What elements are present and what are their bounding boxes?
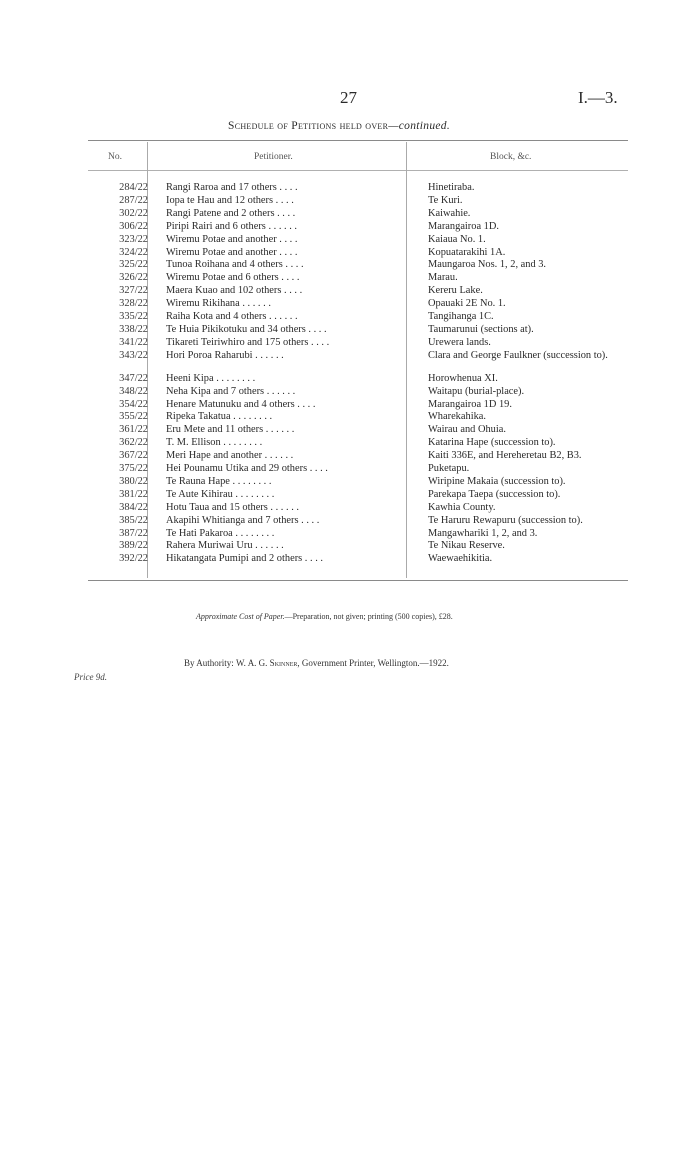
table-row: [88, 337, 628, 350]
block-cell: Kawhia County.: [428, 501, 496, 513]
table-row: [88, 350, 628, 363]
petitioner-cell: Henare Matunuku and 4 others . . . .: [166, 398, 316, 410]
page-reference: I.—3.: [578, 88, 618, 107]
table-row: [88, 463, 628, 476]
block-cell: Opauaki 2E No. 1.: [428, 298, 506, 310]
column-header-no: No.: [108, 152, 122, 162]
table-row: [88, 208, 628, 221]
petitioner-cell: Iopa te Hau and 12 others . . . .: [166, 194, 294, 206]
authority-prefix: By Authority:: [184, 658, 234, 668]
block-cell: Clara and George Faulkner (succession to).: [428, 349, 608, 361]
table-row: [88, 476, 628, 489]
petition-number-cell: 327/22: [119, 285, 148, 297]
petition-number-cell: 306/22: [119, 220, 148, 232]
petition-number-cell: 347/22: [119, 372, 148, 384]
table-bottom-rule: [88, 580, 628, 581]
petition-number-cell: 338/22: [119, 323, 148, 335]
block-cell: Kereru Lake.: [428, 285, 483, 297]
petitioner-cell: Maera Kuao and 102 others . . . .: [166, 285, 303, 297]
table-row: [88, 424, 628, 437]
petitioner-cell: Tikareti Teiriwhiro and 175 others . . . .: [166, 336, 330, 348]
petitioner-cell: Te Rauna Hape . . . . . . . .: [166, 475, 272, 487]
authority-line: [184, 658, 449, 668]
petition-number-cell: 385/22: [119, 514, 148, 526]
petitioner-cell: Neha Kipa and 7 others . . . . . .: [166, 385, 296, 397]
petition-number-cell: 326/22: [119, 272, 148, 284]
block-cell: Katarina Hape (succession to).: [428, 437, 556, 449]
petition-number-cell: 323/22: [119, 233, 148, 245]
block-cell: Mangawhariki 1, 2, and 3.: [428, 527, 538, 539]
authority-printer: W. A. G. Skinner: [236, 658, 298, 668]
table-row: [88, 247, 628, 260]
block-cell: Tangihanga 1C.: [428, 311, 494, 323]
petition-number-cell: 335/22: [119, 311, 148, 323]
petition-number-cell: 387/22: [119, 527, 148, 539]
petitioner-cell: Rangi Raroa and 17 others . . . .: [166, 182, 298, 193]
petition-number-cell: 348/22: [119, 385, 148, 397]
petition-number-cell: 355/22: [119, 411, 148, 423]
block-cell: Urewera lands.: [428, 336, 491, 348]
petition-number-cell: 284/22: [119, 182, 148, 193]
block-cell: Kaiaua No. 1.: [428, 233, 486, 245]
page-number: 27: [340, 88, 357, 107]
schedule-title-main: Schedule of Petitions held over: [228, 120, 389, 132]
block-cell: Maungaroa Nos. 1, 2, and 3.: [428, 259, 547, 271]
block-cell: Puketapu.: [428, 463, 470, 475]
petitioner-cell: Hotu Taua and 15 others . . . . . .: [166, 501, 299, 513]
petition-number-cell: 375/22: [119, 463, 148, 475]
block-cell: Horowhenua XI.: [428, 372, 498, 384]
block-cell: Wiripine Makaia (succession to).: [428, 475, 566, 487]
petitioner-cell: Ripeka Takatua . . . . . . . .: [166, 411, 273, 423]
petition-number-cell: 384/22: [119, 501, 148, 513]
block-cell: Wairau and Ohuia.: [428, 424, 506, 436]
table-row: [88, 502, 628, 515]
petitioner-cell: Piripi Rairi and 6 others . . . . . .: [166, 220, 298, 232]
block-cell: Te Nikau Reserve.: [428, 540, 505, 552]
cost-text: —Preparation, not given; printing (500 copies), £28.: [284, 612, 453, 621]
petitioner-cell: Heeni Kipa . . . . . . . .: [166, 372, 256, 384]
table-row: [88, 221, 628, 234]
petition-number-cell: 362/22: [119, 437, 148, 449]
table-row: [88, 311, 628, 324]
petitioner-cell: Meri Hape and another . . . . . .: [166, 450, 294, 462]
table-row: [88, 528, 628, 541]
petition-number-cell: 354/22: [119, 398, 148, 410]
block-cell: Te Haruru Rewapuru (succession to).: [428, 514, 583, 526]
petitioner-cell: Hei Pounamu Utika and 29 others . . . .: [166, 463, 328, 475]
petitioner-cell: Rahera Muriwai Uru . . . . . .: [166, 540, 284, 552]
petitioner-cell: Tunoa Roihana and 4 others . . . .: [166, 259, 304, 271]
block-cell: Waitapu (burial-place).: [428, 385, 525, 397]
petitioner-cell: Wiremu Rikihana . . . . . .: [166, 298, 271, 310]
block-cell: Kaiwahie.: [428, 207, 471, 219]
table-row: [88, 324, 628, 337]
table-row: [88, 399, 628, 412]
block-cell: Marau.: [428, 272, 458, 284]
block-cell: Marangairoa 1D 19.: [428, 398, 512, 410]
petition-number-cell: 302/22: [119, 207, 148, 219]
block-cell: Marangairoa 1D.: [428, 220, 499, 232]
column-header-block: Block, &c.: [490, 152, 532, 162]
petitioner-cell: Hori Poroa Raharubi . . . . . .: [166, 349, 284, 361]
petitioner-cell: Akapihi Whitianga and 7 others . . . .: [166, 514, 320, 526]
petitioner-cell: Rangi Patene and 2 others . . . .: [166, 207, 296, 219]
block-cell: Kaiti 336E, and Hereheretau B2, B3.: [428, 450, 582, 462]
column-header-petitioner: Petitioner.: [254, 152, 293, 162]
table-row: [88, 285, 628, 298]
petition-number-cell: 380/22: [119, 475, 148, 487]
petition-number-cell: 341/22: [119, 336, 148, 348]
cost-note: [196, 612, 453, 621]
table-row: [88, 234, 628, 247]
petition-number-cell: 343/22: [119, 349, 148, 361]
petitioner-cell: Raiha Kota and 4 others . . . . . .: [166, 311, 298, 323]
schedule-title: [228, 120, 450, 132]
block-cell: Taumarunui (sections at).: [428, 323, 534, 335]
authority-rest: , Government Printer, Wellington.—1922.: [297, 658, 449, 668]
table-row: [88, 182, 628, 195]
table-row: [88, 411, 628, 424]
petition-number-cell: 328/22: [119, 298, 148, 310]
petition-number-cell: 287/22: [119, 194, 148, 206]
table-header-rule: [88, 170, 628, 171]
petition-number-cell: 325/22: [119, 259, 148, 271]
petitioner-cell: T. M. Ellison . . . . . . . .: [166, 437, 263, 449]
table-row: [88, 195, 628, 208]
petition-number-cell: 389/22: [119, 540, 148, 552]
table-row: [88, 373, 628, 386]
cost-label: Approximate Cost of Paper.: [196, 612, 285, 621]
petition-number-cell: 367/22: [119, 450, 148, 462]
table-row: [88, 540, 628, 553]
table-row: [88, 450, 628, 463]
table-row: [88, 272, 628, 285]
table-row: [88, 437, 628, 450]
block-cell: Kopuatarakihi 1A.: [428, 246, 506, 258]
table-row: [88, 298, 628, 311]
table-row: [88, 515, 628, 528]
petitioner-cell: Te Hati Pakaroa . . . . . . . .: [166, 527, 275, 539]
petitioner-cell: Wiremu Potae and another . . . .: [166, 233, 298, 245]
block-cell: Parekapa Taepa (succession to).: [428, 488, 561, 500]
petitions-table: [88, 182, 628, 566]
table-row: [88, 386, 628, 399]
petition-number-cell: 381/22: [119, 488, 148, 500]
schedule-title-suffix: —continued.: [388, 120, 450, 132]
petition-number-cell: 324/22: [119, 246, 148, 258]
table-row: [88, 553, 628, 566]
petitioner-cell: Eru Mete and 11 others . . . . . .: [166, 424, 295, 436]
table-top-rule: [88, 140, 628, 141]
block-cell: Hinetiraba.: [428, 182, 475, 193]
petitioner-cell: Te Huia Pikikotuku and 34 others . . . .: [166, 323, 327, 335]
petitioner-cell: Hikatangata Pumipi and 2 others . . . .: [166, 553, 323, 565]
row-gap: [88, 363, 628, 373]
petitioner-cell: Wiremu Potae and 6 others . . . .: [166, 272, 300, 284]
petitioner-cell: Wiremu Potae and another . . . .: [166, 246, 298, 258]
petition-number-cell: 392/22: [119, 553, 148, 565]
table-row: [88, 259, 628, 272]
block-cell: Wharekahika.: [428, 411, 486, 423]
block-cell: Waewaehikitia.: [428, 553, 493, 565]
table-row: [88, 489, 628, 502]
petitioner-cell: Te Aute Kihirau . . . . . . . .: [166, 488, 275, 500]
petition-number-cell: 361/22: [119, 424, 148, 436]
block-cell: Te Kuri.: [428, 194, 463, 206]
price-note: Price 9d.: [74, 672, 107, 682]
